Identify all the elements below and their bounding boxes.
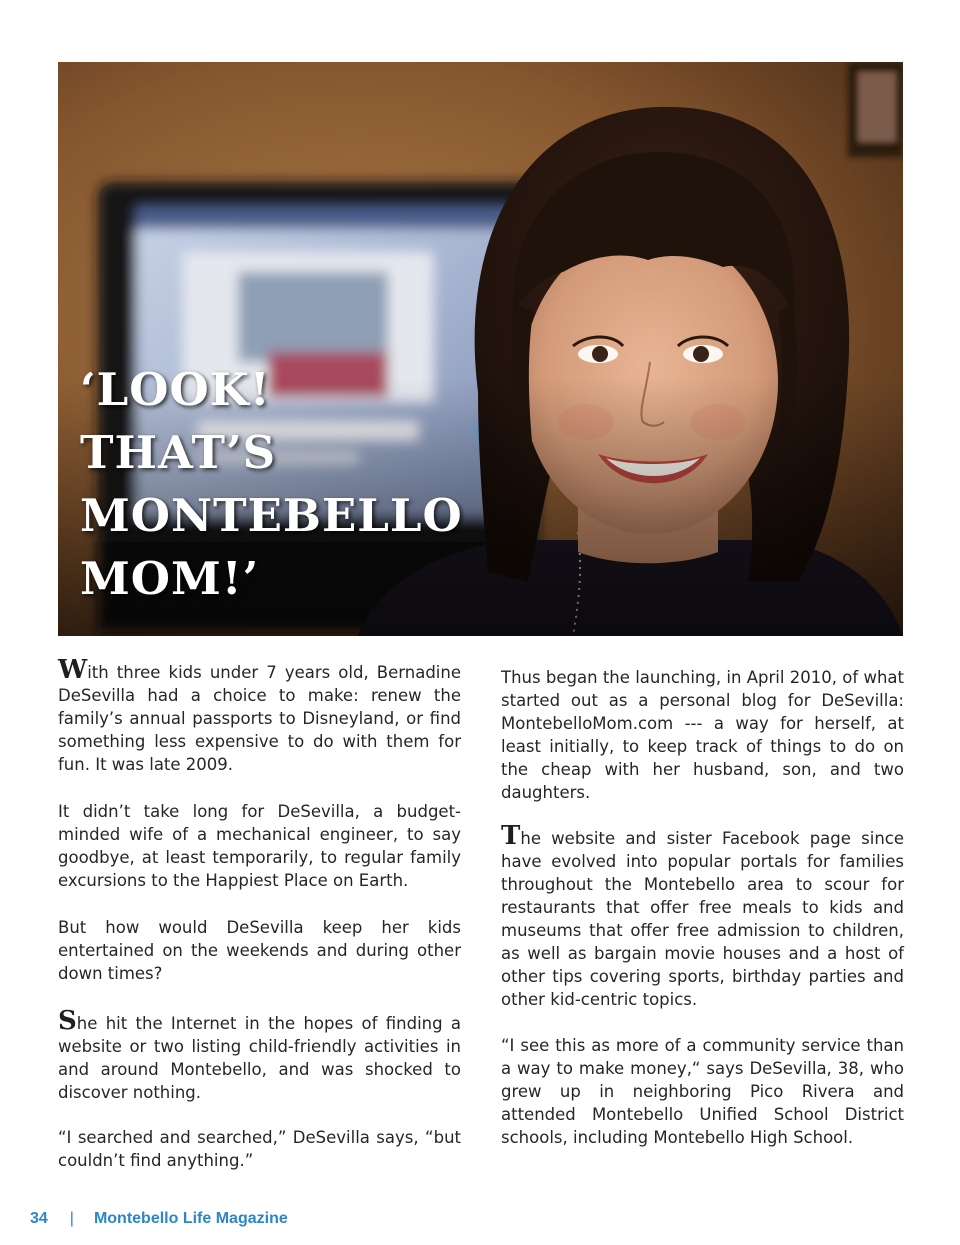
paragraph-text: Thus began the launching, in April 2010, of what started out as a personal blog for DeSevilla: MontebelloMom.com --- a way for herself, at least initially, to keep track of things to do on the cheap with her husband, son, and two daughters. — [501, 668, 904, 802]
paragraph — [58, 655, 461, 776]
paragraph-text: he website and sister Facebook page since have evolved into popular portals for families throughout the Montebello area to scour for restaurants that offer free meals to kids and museums that offer free admission to children, as well as bargain movie houses and a host of other tips covering sports, birthday parties and other kid-centric topics. — [501, 829, 904, 1009]
article-column-right — [501, 666, 904, 1149]
headline-line-3: MONTEBELLO — [80, 489, 463, 542]
paragraph-text: “I see this as more of a community service than a way to make money,“ says DeSevilla, 38, who grew up in neighboring Pico Rivera and attended Montebello Unified School District schools, including Montebello High School. — [501, 1036, 904, 1147]
drop-cap: T — [501, 821, 521, 851]
paragraph — [501, 1034, 904, 1149]
article-column-left — [58, 655, 461, 1172]
page-footer — [30, 1210, 288, 1228]
headline-line-2: THAT’S — [80, 426, 277, 479]
headline-line-1: ‘LOOK! — [80, 363, 271, 416]
paragraph-text: But how would DeSevilla keep her kids entertained on the weekends and during other down times? — [58, 918, 461, 983]
paragraph — [58, 800, 461, 892]
paragraph — [501, 821, 904, 1011]
paragraph-text: ith three kids under 7 years old, Bernadine DeSevilla had a choice to make: renew the family’s annual passports to Disneyland, or find something less expensive to do with them for fun. It was late 2009. — [58, 663, 461, 774]
article-headline — [80, 358, 463, 610]
paragraph-text: It didn’t take long for DeSevilla, a budget-minded wife of a mechanical engineer, to say goodbye, at least temporarily, to regular family excursions to the Happiest Place on Earth. — [58, 802, 461, 890]
drop-cap: S — [58, 1006, 77, 1036]
paragraph — [58, 1006, 461, 1104]
paragraph — [501, 666, 904, 804]
paragraph — [58, 916, 461, 985]
footer-separator: | — [69, 1210, 74, 1227]
paragraph-text: “I searched and searched,” DeSevilla says, “but couldn’t find anything.” — [58, 1128, 461, 1170]
page-number: 34 — [30, 1210, 48, 1227]
publication-name: Montebello Life Magazine — [93, 1210, 288, 1227]
hero-photo — [58, 62, 903, 636]
headline-line-4: MOM!’ — [80, 552, 260, 605]
drop-cap: W — [58, 655, 88, 685]
paragraph — [58, 1126, 461, 1172]
paragraph-text: he hit the Internet in the hopes of finding a website or two listing child-friendly activities in and around Montebello, and was shocked to discover nothing. — [58, 1014, 461, 1102]
